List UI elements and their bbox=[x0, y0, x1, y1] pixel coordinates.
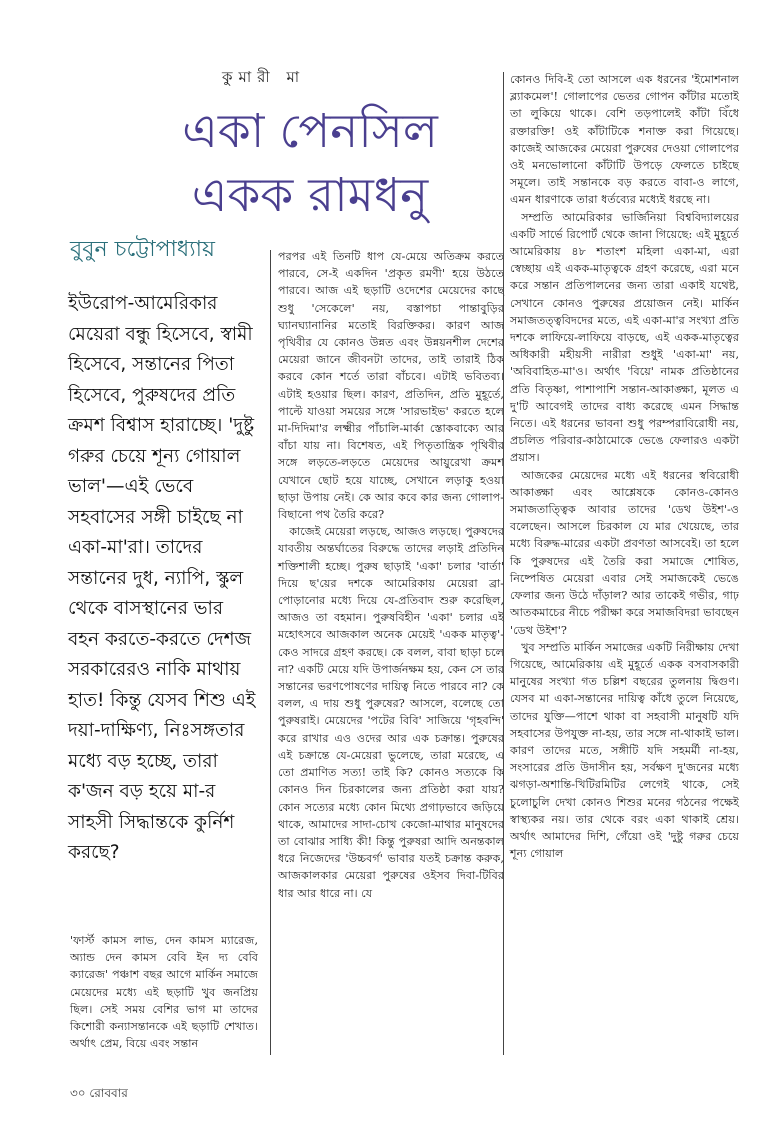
kicker-label: কুমারী মা bbox=[222, 68, 306, 86]
page-footer: ৩০ রোববার bbox=[70, 1086, 128, 1100]
body-paragraph: খুব সম্প্রতি মার্কিন সমাজের একটি নিরীক্ষায় দেখা গিয়েছে, আমেরিকায় এই মুহূর্তে একক বসবাসকারী মানুষের সংখ্যা গত চল্লিশ বছরের তুলনায় দ্বিগুণ। যেসব মা একা-সন্তানের দায়িত্ব কাঁধে তুলে নিয়েছে, তাদের যুক্তি—পাশে থাকা বা সহবাসী মানুষটি যদি সহবাসের উপযুক্ত না-হয়, তার সঙ্গে না-থাকাই ভাল। কারণ তাদের মতে, সঙ্গীটি যদি সহমর্মী না-হয়, সংসারের প্রতি উদাসীন হয়, সর্বক্ষণ দু'জনের মধ্যে ঝগড়া-অশান্তি-খিটিরমিটির লেগেই থাকে, সেই চুলোচুলি দেখা কোনও শিশুর মনের গঠনের পক্ষেই স্বাস্থ্যকর নয়। তার থেকে বরং একা থাকাই শ্রেয়। অর্থাৎ আমাদের দিশি, গেঁয়ো ওই 'দুষ্টু গরুর চেয়ে শূন্য গোয়াল bbox=[510, 640, 739, 861]
body-column-3 bbox=[510, 71, 739, 862]
body-paragraph: আজকের মেয়েদের মধ্যে এই ধরনের স্ববিরোধী আকাঙ্ক্ষা এবং আশ্লেষকে কোনও-কোনও সমাজতাত্ত্বিক আবার তাদের 'ডেথ উইশ'-ও বলেছেন। আসলে চিরকাল যে মার খেয়েছে, তার মধ্যে বিরুদ্ধ-মারের একটা প্রবণতা আসবেই। তা হলে কি পুরুষদের এই তৈরি করা সমাজে শোষিত, নিষ্পেষিত মেয়েরা এবার সেই সমাজকেই ভেঙে ফেলার জন্য উঠে দাঁড়াল? আর তাকেই গভীর, গাঢ় আতকমাচের নীচে পরীক্ষা করে সমাজবিদরা ভাবছেন 'ডেথ উইশ'? bbox=[510, 468, 739, 637]
headline bbox=[150, 100, 470, 228]
body-paragraph: সম্প্রতি আমেরিকার ভার্জিনিয়া বিশ্ববিদ্যালয়ের একটি সার্ভে রিপোর্ট থেকে জানা গিয়েছে: এই মুহূর্তে আমেরিকায় ৪৮ শতাংশ মহিলা একা-মা, এরা স্বেচ্ছায় এই একক-মাতৃত্বকে গ্রহণ করেছে, এরা মনে করে সন্তান প্রতিপালনের জন্য তারা একাই যথেষ্ট, সেখানে কোনও পুরুষের প্রয়োজন নেই। মার্কিন সমাজতত্ত্ববিদদের মতে, এই একা-মা'র সংখ্যা প্রতি দশকে লাফিয়ে-লাফিয়ে বাড়ছে, এই একক-মাতৃত্বের অধিকারী মহীয়সী নারীরা শুধুই 'একা-মা' নয়, 'অবিবাহিত-মা'ও। অর্থাৎ 'বিয়ে' নামক প্রতিষ্ঠানের প্রতি বিতৃষ্ণা, পাশাপাশি সন্তান-আকাঙ্ক্ষা, মূলত এ দু'টি আবেগই তাদের বাধ্য করেছে এমন সিদ্ধান্ত নিতে। এই ধরনের ভাবনা শুধু পরম্পরাবিরোধী নয়, প্রচলিত পরিবার-কাঠামোকে ভেঙে ফেলারও একটা প্রয়াস। bbox=[510, 210, 739, 465]
column-divider-2 bbox=[503, 72, 504, 1055]
headline-line-1: একা পেনসিল bbox=[182, 104, 438, 159]
column-divider-1 bbox=[270, 250, 271, 1055]
body-paragraph: কোনও দিবি-ই তো আসলে এক ধরনের 'ইমোশনাল ব্ল্যাকমেল'! গোলাপের ভেতর গোপন কাঁটার মতোই তা লুকিয়ে থাকে। বেশি তড়পালেই কাঁটা বিঁধে রক্তারক্তি! ওই কাঁটাটিকে শনাক্ত করা গিয়েছে। কাজেই আজকের মেয়েরা পুরুষের দেওয়া গোলাপের ওই মনভোলানো কাঁটাটি উপড়ে ফেলতে চাইছে সমূলে। তাই সন্তানকে বড় করতে বাবা-ও লাগে, এমন ধারণাকে তারা ধর্তব্যের মধ্যেই ধরছে না। bbox=[510, 73, 739, 207]
headline-line-2: একক রামধনু bbox=[191, 168, 429, 223]
body-paragraph-opening: 'ফার্স্ট কামস লাভ, দেন কামস ম্যারেজ, অ্যান্ড দেন কামস বেবি ইন দ্য বেবি ক্যারেজ' পঞ্চাশ বছর আগে মার্কিন সমাজে মেয়েদের মধ্যে এই ছড়াটি খুব জনপ্রিয় ছিল। সেই সময় বেশির ভাগ মা তাদের কিশোরী কন্যাসন্তানকে এই ছড়াটি শেখাত। অর্থাৎ প্রেম, বিয়ে এবং সন্তান bbox=[70, 934, 258, 1051]
body-paragraph: পরপর এই তিনটি ধাপ যে-মেয়ে অতিক্রম করতে পারবে, সে-ই একদিন 'প্রকৃত রমণী' হয়ে উঠতে পারবে। আজ এই ছড়াটি ওদেশের মেয়েদের কাছে শুধু 'সেকেলে' নয়, বস্তাপচা পান্তাবুড়ির ঘ্যানঘ্যানানির মতোই বিরক্তিকর। কারণ আজ পৃথিবীর যে কোনও উন্নত এবং উন্নয়নশীল দেশের মেয়েরা জানে জীবনটা তাদের, তাই তারাই ঠিক করবে কোন শর্তে তারা বাঁচবে। এটাই ভবিতব্য। এটাই হওয়ার ছিল। কারণ, প্রতিদিন, প্রতি মুহূর্তে, পাল্টে যাওয়া সময়ের সঙ্গে 'সারভাইভ' করতে হলে মা-দিদিমা'র লক্ষ্মীর পাঁচালি-মার্কা স্তোকবাক্যে আর বাঁচা যায় না। বিশেষত, এই পিতৃতান্ত্রিক পৃথিবীর সঙ্গে লড়তে-লড়তে মেয়েদের আয়ুরেখা ক্রমশ যেখানে ছোট হয়ে যাচ্ছে, সেখানে লড়াকু হওয়া ছাড়া উপায় নেই। কে আর কবে কার জন্য গোলাপ-বিছানো পথ তৈরি করে? bbox=[278, 250, 504, 522]
intro-standfirst: ইউরোপ-আমেরিকার মেয়েরা বন্ধু হিসেবে, স্বামী হিসেবে, সন্তানের পিতা হিসেবে, পুরুষদের প্রতি ক্রমশ বিশ্বাস হারাচ্ছে। 'দুষ্টু গরুর চেয়ে শূন্য গোয়াল ভাল'—এই ভেবে সহবাসের সঙ্গী চাইছে না একা-মা'রা। তাদের সন্তানের দুধ, ন্যাপি, স্কুল থেকে বাসস্থানের ভার বহন করতে-করতে দেশজ সরকারেরও নাকি মাথায় হাত! কিন্তু যেসব শিশু এই দয়া-দাক্ষিণ্য, নিঃসঙ্গতার মধ্যে বড় হচ্ছে, তারা ক'জন বড় হয়ে মা-র সাহসী সিদ্ধান্তকে কুর্নিশ করছে? bbox=[68, 293, 256, 863]
body-paragraph: কাজেই মেয়েরা লড়ছে, আজও লড়ছে। পুরুষদের যাবতীয় অন্তর্ঘাতের বিরুদ্ধে তাদের লড়াই প্রতিদিন শক্তিশালী হচ্ছে। পুরুষ ছাড়াই 'একা' চলার 'বার্তা' দিয়ে ছ'য়ের দশকে আমেরিকায় মেয়েরা ব্রা-পোড়ানোর মধ্যে দিয়ে যে-প্রতিবাদ শুরু করেছিল, আজও তা বহমান। পুরুষবিহীন 'একা' চলার এই মহোৎসবে আজকাল অনেক মেয়েই 'একক মাতৃত্ব'-কেও সাদরে গ্রহণ করছে। কে বলল, বাবা ছাড়া চলে না? একটি মেয়ে যদি উপার্জনক্ষম হয়, কেন সে তার সন্তানের ভরণপোষণের দায়িত্ব নিতে পারবে না? কে বলল, এ দায় শুধু পুরুষের? আসলে, বলেছে তো পুরুষরাই। মেয়েদের 'পটের বিবি' সাজিয়ে 'গৃহবন্দি' করে রাখার এও ওদের আর এক চক্রান্ত। পুরুষের এই চক্রান্তে যে-মেয়েরা ভুলেছে, তারা মরেছে, এ তো প্রমাণিত সত্য! তাই কি? কোনও সত্যকে কি কোনও দিন চিরকালের জন্য প্রতিষ্ঠা করা যায়? কোন সত্যের মধ্যে কোন মিথ্যে প্রগাঢ়ভাবে জড়িয়ে থাকে, আমাদের সাদা-চোখ কেজো-মাথার মানুষদের তা বোঝার সাধ্যি কী! কিন্তু পুরুষরা আদি অনন্তকাল ধরে নিজেদের 'উচ্চবর্গ' ভাবার যতই চক্রান্ত করুক, আজকালকার মেয়েরা পুরুষের ওইসব দিবা-টিবির ধার আর ধারে না। যে bbox=[278, 525, 504, 900]
body-column-2 bbox=[278, 248, 504, 902]
author-byline: বুবুন চট্টোপাধ্যায় bbox=[70, 237, 215, 262]
